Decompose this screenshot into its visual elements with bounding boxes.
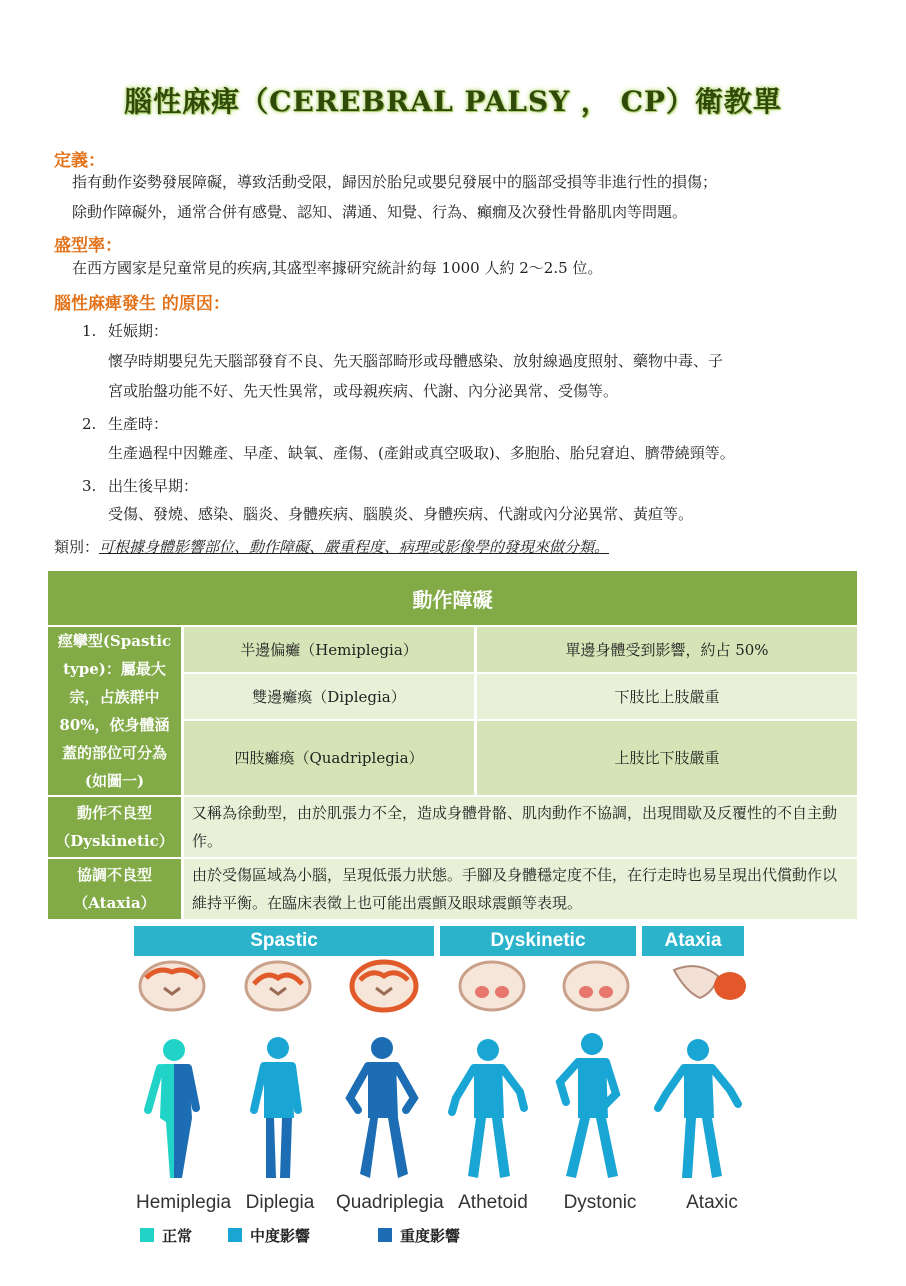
- dyskinetic-description: 又稱為徐動型，由於肌張力不全，造成身體骨骼、肌肉動作不協調，出現間歇及反覆性的不自主動作。: [184, 797, 857, 857]
- spastic-type-label: 痙攣型(Spastic type)：屬最大宗，占族群中80%，依身體涵蓋的部位可分為(如圖一): [48, 627, 181, 795]
- dyskinetic-group-bar: Dyskinetic: [440, 926, 636, 956]
- figure-illustration: [126, 922, 760, 1192]
- cause-3-text: 受傷、發燒、感染、腦炎、身體疾病、腦膜炎、身體疾病、代謝或內分泌異常、黃疸等。: [108, 505, 694, 523]
- diplegia-figure: [254, 1037, 298, 1178]
- cause-number: 1.: [82, 322, 97, 340]
- figure-label: Hemiplegia: [136, 1192, 232, 1213]
- legend-label: 正常: [162, 1227, 193, 1245]
- ataxia-group-bar: Ataxia: [642, 926, 744, 956]
- prevalence-text: 在西方國家是兒童常見的疾病,其盛型率據研究統計約每 1000 人約 2～2.5 位。: [72, 259, 603, 277]
- quadriplegia-figure: [350, 1037, 414, 1178]
- table-cell: 單邊身體受到影響，約占 50%: [477, 627, 857, 672]
- ataxia-description: 由於受傷區域為小腦，呈現低張力狀態。手腳及身體穩定度不佳，在行走時也易呈現出代償動作以維持平衡。在臨床表徵上也可能出震顫及眼球震顫等表現。: [184, 859, 857, 919]
- definition-text: [72, 167, 717, 227]
- legend-label: 重度影響: [400, 1227, 461, 1245]
- cause-number: 2.: [82, 415, 97, 433]
- cause-number: 3.: [82, 477, 97, 495]
- cause-1-line-1: 懷孕時期嬰兒先天腦部發育不良、先天腦部畸形或母體感染、放射線過度照射、藥物中毒、子: [108, 352, 724, 370]
- movement-disorder-table: [45, 569, 860, 921]
- ataxia-type-label: 協調不良型（Ataxia）: [48, 859, 181, 919]
- hemiplegia-figure: [148, 1039, 196, 1178]
- prevalence-heading: 盛型率：: [54, 236, 122, 256]
- brain-icon: [564, 962, 628, 1010]
- legend-severe: [378, 1225, 460, 1246]
- cause-label: 生產時：: [108, 415, 169, 433]
- cause-label: 妊娠期：: [108, 322, 169, 340]
- figure-label: Athetoid: [458, 1192, 528, 1213]
- cause-item-3: [82, 475, 198, 496]
- legend-moderate: [228, 1225, 310, 1246]
- definition-heading: 定義：: [54, 151, 105, 171]
- brain-icon: [246, 962, 310, 1010]
- dyskinetic-type-label: 動作不良型（Dyskinetic）: [48, 797, 181, 857]
- figure-label: Ataxic: [686, 1192, 738, 1213]
- figure-label: Diplegia: [245, 1192, 315, 1213]
- legend-swatch: [140, 1228, 154, 1242]
- cause-1-text: [108, 346, 723, 406]
- figure-label: Quadriplegia: [336, 1192, 444, 1213]
- brain-icon: [140, 962, 204, 1010]
- cp-types-figure: [126, 922, 760, 1252]
- spastic-group-bar: Spastic: [134, 926, 434, 956]
- table-cell: 上肢比下肢嚴重: [477, 721, 857, 795]
- legend-label: 中度影響: [250, 1227, 311, 1245]
- table-cell: 四肢癱瘓（Quadriplegia）: [184, 721, 474, 795]
- cause-label: 出生後早期：: [108, 477, 199, 495]
- table-cell: 雙邊癱瘓（Diplegia）: [184, 674, 474, 718]
- table-cell: 下肢比上肢嚴重: [477, 674, 857, 718]
- definition-line-1: 指有動作姿勢發展障礙，導致活動受限，歸因於胎兒或嬰兒發展中的腦部受損等非進行性的損傷；: [72, 173, 718, 191]
- definition-line-2: 除動作障礙外，通常合併有感覺、認知、溝通、知覺、行為、癲癇及次發性骨骼肌肉等問題。: [72, 203, 688, 221]
- category-line: [54, 536, 609, 557]
- cause-1-line-2: 宮或胎盤功能不好、先天性異常，或母親疾病、代謝、內分泌異常、受傷等。: [108, 382, 619, 400]
- category-label: 類別：: [54, 538, 100, 556]
- cause-item-1: [82, 320, 168, 341]
- causes-heading: 腦性麻痺發生 的原因：: [54, 294, 230, 314]
- table-cell: 半邊偏癱（Hemiplegia）: [184, 627, 474, 672]
- legend-swatch: [378, 1228, 392, 1242]
- brain-icon: [460, 962, 524, 1010]
- page-title: 腦性麻痺（CEREBRAL PALSY ， CP）衛教單: [124, 85, 782, 118]
- athetoid-figure: [452, 1039, 524, 1178]
- cerebellum-icon: [674, 966, 746, 1000]
- brain-icon: [352, 962, 416, 1010]
- cause-item-2: [82, 413, 168, 434]
- cause-2-text: 生產過程中因難產、早產、缺氧、產傷、(產鉗或真空吸取)、多胞胎、胎兒窘迫、臍帶繞頸等。: [108, 444, 735, 462]
- category-text: 可根據身體影響部位、動作障礙、嚴重程度、病理或影像學的發現來做分類。: [99, 538, 610, 556]
- figure-label: Dystonic: [563, 1192, 637, 1213]
- table-header: 動作障礙: [48, 571, 857, 625]
- legend-normal: [140, 1225, 192, 1246]
- dystonic-figure: [560, 1033, 618, 1178]
- ataxic-figure: [658, 1039, 738, 1178]
- legend-swatch: [228, 1228, 242, 1242]
